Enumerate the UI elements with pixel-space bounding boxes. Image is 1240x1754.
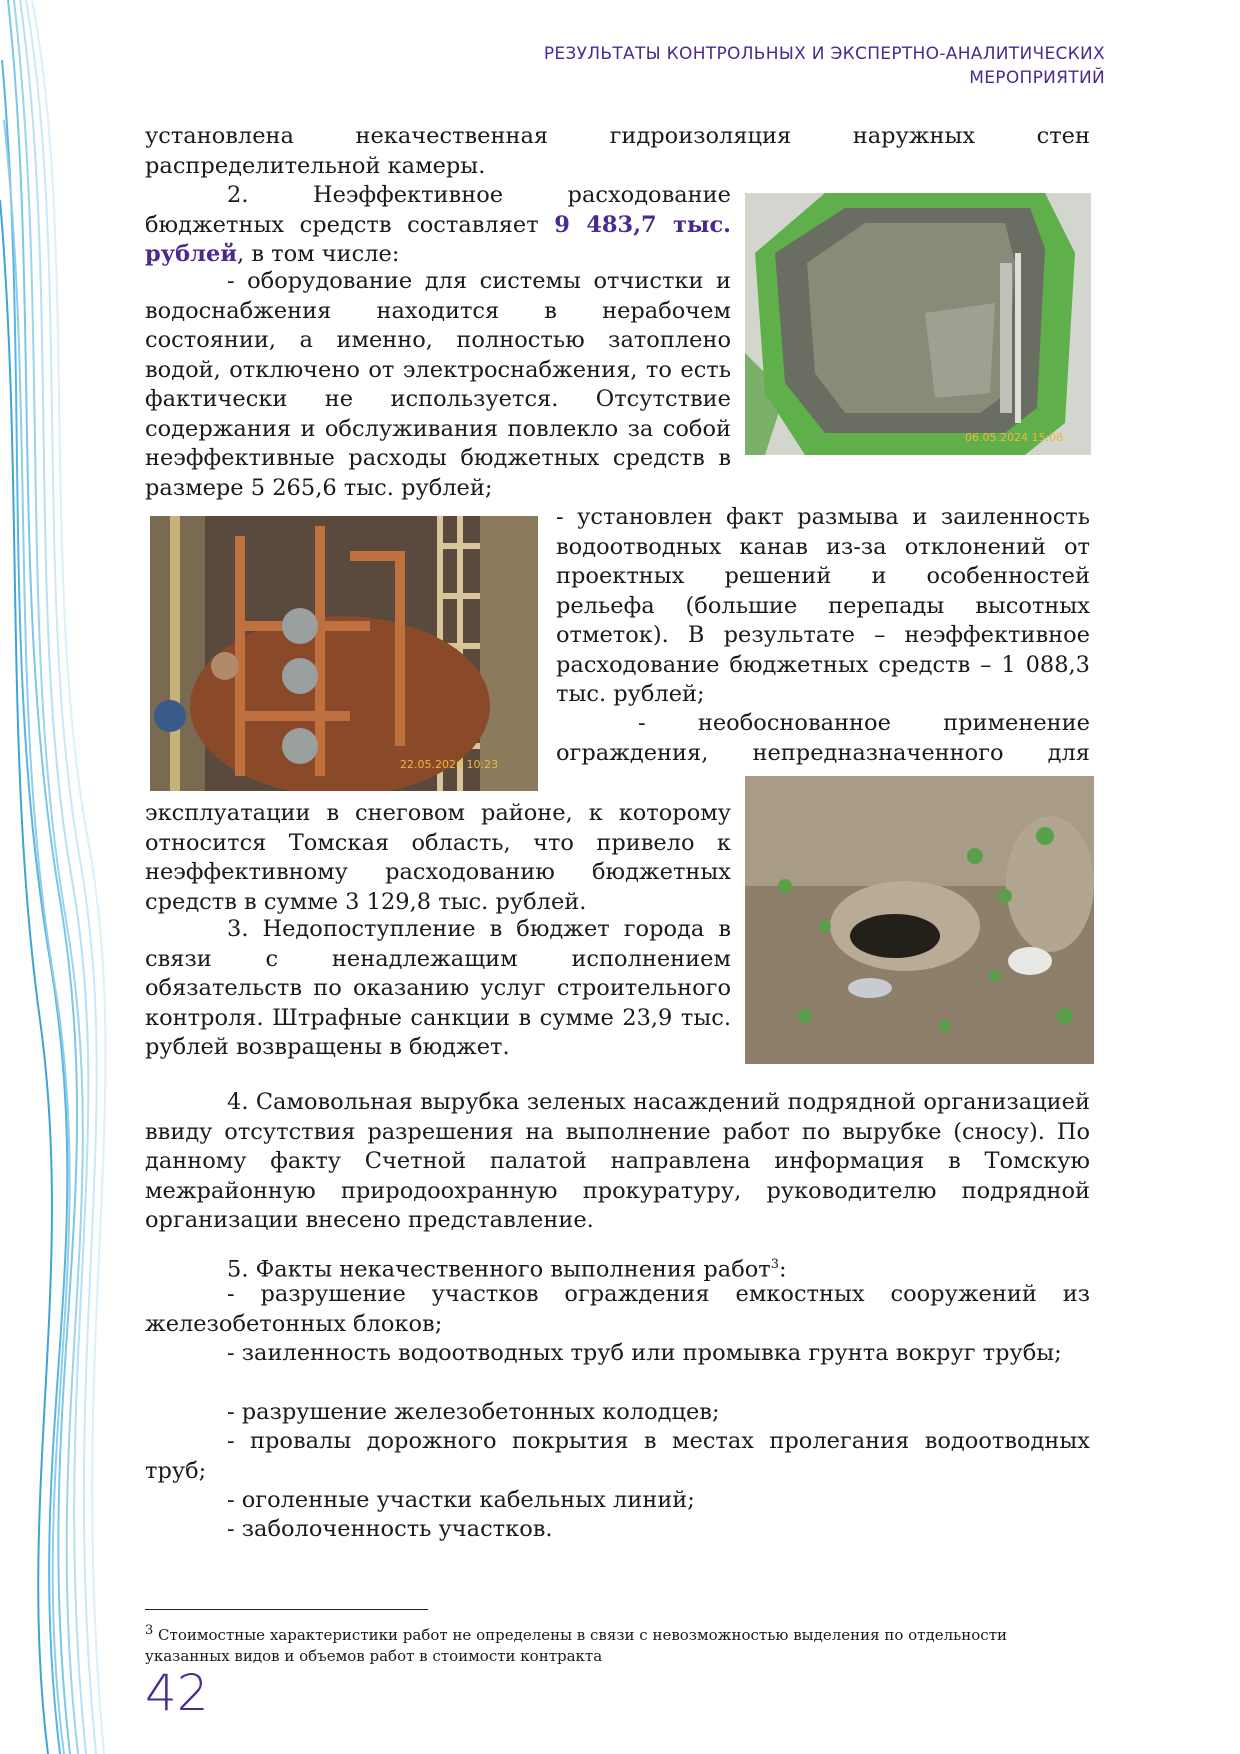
item-2-suffix: , в том числе: — [237, 241, 400, 267]
photo2-timestamp: 22.05.2024 10:23 — [400, 758, 499, 771]
header-line-2: МЕРОПРИЯТИЙ — [969, 68, 1105, 88]
item-2-amount: 9 483,7 тыс. рублей — [145, 211, 731, 267]
list-item-5: - оголенные участки кабельных линий; — [227, 1487, 695, 1513]
item-5-text: 5. Факты некачественного выполнения работ — [227, 1256, 771, 1283]
footnote-text: Стоимостные характеристики работ не определены в связи с невозможностью выделения по отдельности указанных видов и объемов работ в стоимости контракта — [145, 1626, 1007, 1665]
item-5-colon: : — [779, 1256, 787, 1283]
paragraph-item-2a: - оборудование для системы отчистки и водоснабжения находится в нерабочем состоянии, а именно, полностью затоплено водой, отключено от электроснабжения, то есть фактически не используется. Отсутствие содержания и обслуживания повлекло за собой неэффективные расходы бюджетных средств в размере 5 265,6 тыс. рублей; — [145, 268, 731, 501]
list-item-4: - провалы дорожного покрытия в местах пролегания водоотводных труб; — [145, 1428, 1090, 1484]
photo-pump-chamber — [150, 516, 538, 791]
list-item-1: - разрушение участков ограждения емкостных сооружений из железобетонных блоков; — [145, 1281, 1090, 1337]
item-2-prefix: 2. Неэффективное расходование бюджетных средств составляет — [145, 182, 731, 238]
list-item-6: - заболоченность участков. — [227, 1516, 553, 1542]
paragraph-item-2c-start: - необоснованное применение ограждения, непредназначенного для — [556, 710, 1090, 766]
header-line-1: РЕЗУЛЬТАТЫ КОНТРОЛЬНЫХ И ЭКСПЕРТНО-АНАЛИТИЧЕСКИХ — [543, 44, 1105, 64]
paragraph-item-3: 3. Недопоступление в бюджет города в связи с ненадлежащим исполнением обязательств по оказанию услуг строительного контроля. Штрафные санкции в сумме 23,9 тыс. рублей возвращены в бюджет. — [145, 916, 731, 1060]
page-number: 42 — [145, 1664, 209, 1722]
photo-flooded-tank — [745, 193, 1091, 455]
photo1-timestamp: 06.05.2024 15:08 — [965, 431, 1064, 444]
list-item-2: - заиленность водоотводных труб или промывка грунта вокруг трубы; — [227, 1340, 1062, 1366]
footnote-mark: 3 — [145, 1623, 154, 1638]
list-item-3: - разрушение железобетонных колодцев; — [227, 1399, 720, 1425]
page-header — [544, 42, 1105, 90]
paragraph-continuation: установлена некачественная гидроизоляция наружных стен распределительной камеры. — [145, 123, 1090, 179]
paragraph-item-2c-end: эксплуатации в снеговом районе, к которому относится Томская область, что привело к неэффективному расходованию бюджетных средств в сумме 3 129,8 тыс. рублей. — [145, 800, 731, 915]
decorative-wave-border — [0, 0, 120, 1754]
paragraph-item-4: 4. Самовольная вырубка зеленых насаждений подрядной организацией ввиду отсутствия разрешения на выполнение работ по вырубке (сносу). По данному факту Счетной палатой направлена информация в Томскую межрайонную природоохранную прокуратуру, руководителю подрядной организации внесено представление. — [145, 1089, 1090, 1233]
footnote-separator — [145, 1609, 428, 1610]
paragraph-item-2 — [145, 181, 731, 270]
paragraph-item-2b: - установлен факт размыва и заиленность водоотводных канав из-за отклонений от проектных решений и особенностей рельефа (большие перепады высотных отметок). В результате – неэффективное расходование бюджетных средств – 1 088,3 тыс. рублей; — [556, 504, 1090, 707]
photo-culvert-pipe — [745, 776, 1094, 1064]
footnote-ref[interactable]: 3 — [770, 1257, 780, 1272]
footnote — [145, 1620, 1090, 1667]
